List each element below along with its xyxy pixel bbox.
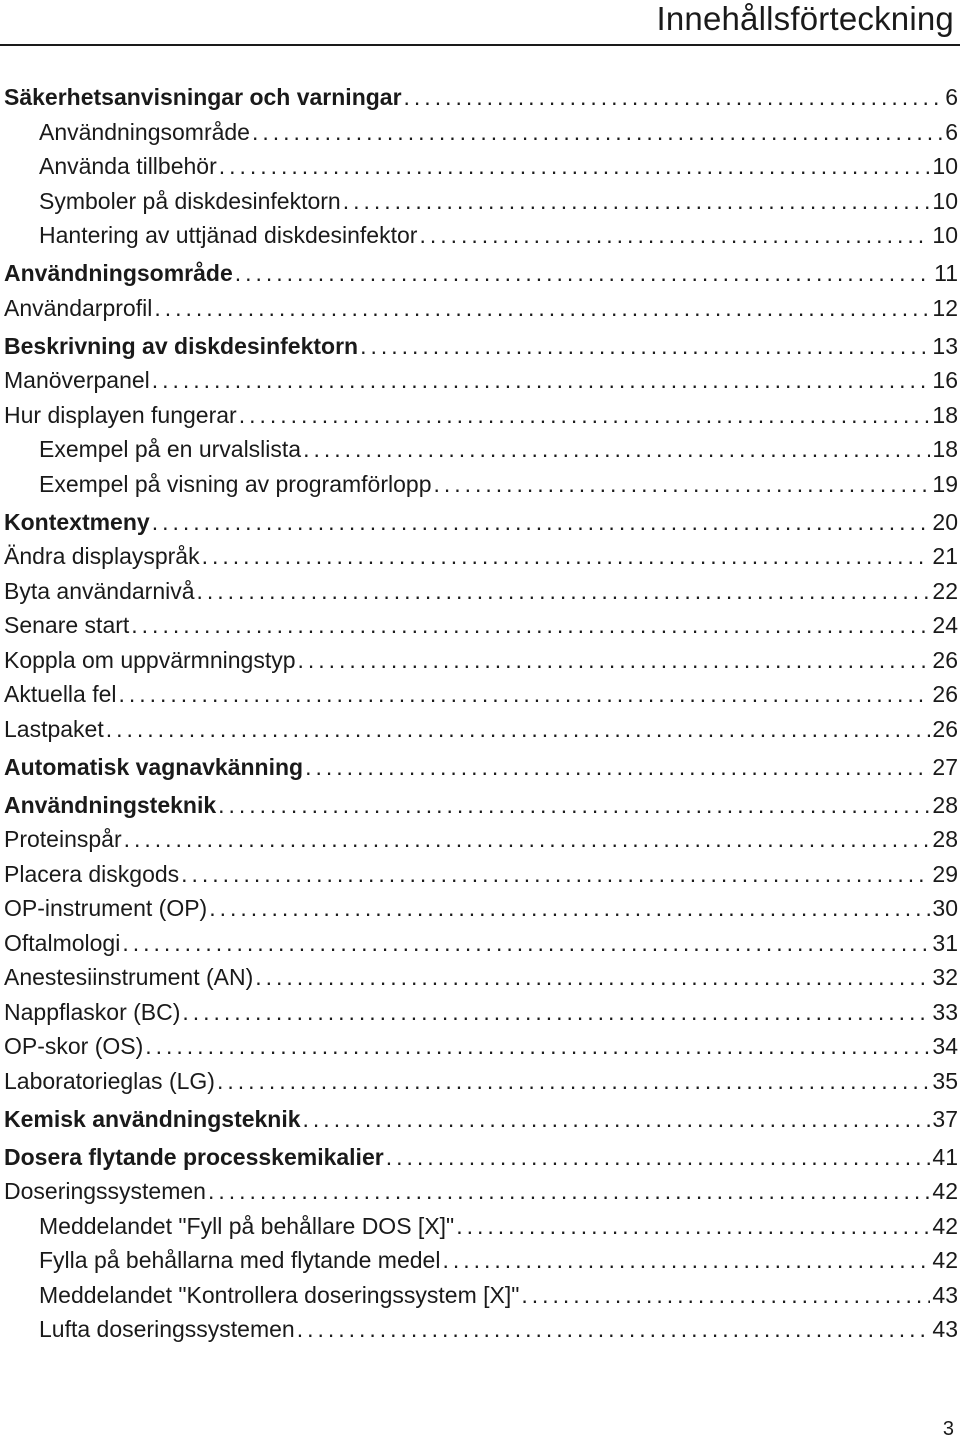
toc-entry[interactable] — [4, 712, 958, 747]
toc-entry-page: 37 — [932, 1105, 958, 1132]
toc-entry[interactable] — [4, 291, 958, 326]
toc-dot-leader — [386, 1140, 931, 1174]
toc-dot-leader — [131, 608, 930, 642]
toc-dot-leader — [442, 1243, 930, 1277]
toc-entry-label: OP-skor (OS) — [4, 1033, 144, 1059]
toc-entry-page: 34 — [932, 1033, 958, 1059]
toc-entry-label: Exempel på en urvalslista — [39, 436, 302, 462]
toc-entry-label: Senare start — [4, 612, 130, 638]
toc-entry-page: 24 — [932, 612, 958, 638]
toc-entry-page: 20 — [932, 508, 958, 535]
toc-entry[interactable] — [4, 329, 958, 364]
toc-entry[interactable] — [4, 1209, 958, 1244]
toc-entry-page: 12 — [932, 294, 958, 321]
page-number: 3 — [942, 1418, 954, 1440]
toc-entry-label: Doseringssystemen — [4, 1178, 206, 1204]
toc-entry[interactable] — [4, 1140, 958, 1175]
toc-entry-page: 26 — [932, 646, 958, 673]
toc-dot-leader — [119, 677, 931, 711]
toc-dot-leader — [404, 80, 944, 114]
toc-dot-leader — [252, 115, 943, 149]
toc-entry[interactable] — [4, 1278, 958, 1313]
toc-entry-page: 21 — [932, 543, 958, 569]
toc-entry[interactable] — [4, 1029, 958, 1064]
toc-entry-page: 35 — [932, 1067, 958, 1094]
toc-dot-leader — [255, 960, 930, 994]
toc-dot-leader — [303, 432, 930, 466]
toc-entry-label: Hantering av uttjänad diskdesinfektor — [39, 222, 418, 248]
toc-entry[interactable] — [4, 608, 958, 643]
toc-entry-label: Meddelandet "Fyll på behållare DOS [X]" — [39, 1212, 455, 1239]
toc-entry-label: Användningsområde — [39, 118, 250, 145]
toc-entry-label: Byta användarnivå — [4, 577, 195, 604]
toc-dot-leader — [208, 1174, 930, 1208]
toc-entry[interactable] — [4, 398, 958, 433]
page-title: Innehållsförteckning — [656, 0, 954, 37]
toc-entry-page: 27 — [932, 753, 958, 780]
toc-entry[interactable] — [4, 467, 958, 502]
toc-entry-label: Laboratorieglas (LG) — [4, 1067, 215, 1094]
toc-entry-page: 10 — [932, 187, 958, 214]
toc-dot-leader — [343, 184, 931, 218]
toc-entry-page: 19 — [932, 470, 958, 497]
toc-entry[interactable] — [4, 1064, 958, 1099]
toc-dot-leader — [197, 574, 931, 608]
toc-entry-label: Kontextmeny — [4, 508, 150, 535]
toc-entry-page: 13 — [932, 332, 958, 359]
toc-entry[interactable] — [4, 750, 958, 785]
toc-entry[interactable] — [4, 505, 958, 540]
toc-entry-label: Användarprofil — [4, 294, 153, 321]
toc-entry[interactable] — [4, 218, 958, 253]
table-of-contents — [4, 80, 958, 1347]
toc-entry-page: 16 — [932, 367, 958, 393]
toc-entry-label: Exempel på visning av programförlopp — [39, 470, 432, 497]
toc-entry-page: 28 — [932, 826, 958, 852]
toc-entry-label: Meddelandet "Kontrollera doseringssystem [X]" — [39, 1281, 520, 1308]
toc-entry[interactable] — [4, 926, 958, 961]
toc-entry-label: Lastpaket — [4, 715, 104, 742]
toc-dot-leader — [219, 149, 931, 183]
toc-entry[interactable] — [4, 115, 958, 150]
toc-dot-leader — [235, 256, 932, 290]
toc-dot-leader — [154, 291, 930, 325]
toc-entry[interactable] — [4, 363, 958, 398]
toc-entry-page: 33 — [932, 998, 958, 1025]
toc-entry-label: Lufta doseringssystemen — [39, 1316, 295, 1342]
toc-entry-page: 41 — [932, 1143, 958, 1170]
toc-entry[interactable] — [4, 184, 958, 219]
toc-entry-page: 31 — [932, 929, 958, 956]
toc-entry-label: Hur displayen fungerar — [4, 401, 237, 428]
toc-entry-label: Anestesiinstrument (AN) — [4, 964, 254, 990]
toc-entry[interactable] — [4, 857, 958, 892]
toc-dot-leader — [182, 995, 930, 1029]
toc-dot-leader — [217, 1064, 930, 1098]
toc-entry[interactable] — [4, 1174, 958, 1209]
toc-entry-label: Aktuella fel — [4, 681, 117, 707]
toc-entry[interactable] — [4, 1312, 958, 1347]
title-divider — [0, 44, 960, 46]
toc-entry-page: 10 — [932, 153, 958, 179]
toc-entry[interactable] — [4, 1243, 958, 1278]
toc-entry-label: Kemisk användningsteknik — [4, 1105, 301, 1132]
toc-entry[interactable] — [4, 643, 958, 678]
toc-entry-page: 42 — [932, 1212, 958, 1239]
toc-dot-leader — [305, 750, 930, 784]
toc-entry[interactable] — [4, 1102, 958, 1137]
toc-entry[interactable] — [4, 80, 958, 115]
toc-entry-label: Placera diskgods — [4, 860, 180, 887]
toc-dot-leader — [298, 643, 931, 677]
toc-entry[interactable] — [4, 574, 958, 609]
toc-dot-leader — [209, 891, 930, 925]
toc-entry[interactable] — [4, 149, 958, 184]
toc-dot-leader — [122, 926, 930, 960]
toc-entry-page: 32 — [932, 964, 958, 990]
toc-entry-page: 6 — [945, 118, 958, 145]
toc-entry-label: Symboler på diskdesinfektorn — [39, 187, 341, 214]
toc-dot-leader — [521, 1278, 930, 1312]
toc-entry[interactable] — [4, 677, 958, 712]
toc-dot-leader — [239, 398, 931, 432]
toc-entry-page: 43 — [932, 1281, 958, 1308]
toc-dot-leader — [106, 712, 931, 746]
toc-entry-label: Användningsteknik — [4, 791, 217, 818]
toc-entry-page: 29 — [932, 860, 958, 887]
toc-entry-label: Manöverpanel — [4, 367, 150, 393]
toc-entry-label: Användningsområde — [4, 260, 233, 286]
toc-entry-page: 10 — [932, 222, 958, 248]
toc-entry-page: 43 — [932, 1316, 958, 1342]
toc-dot-leader — [152, 363, 931, 397]
toc-entry-label: OP-instrument (OP) — [4, 895, 208, 921]
toc-dot-leader — [297, 1312, 931, 1346]
toc-entry[interactable] — [4, 891, 958, 926]
toc-entry[interactable] — [4, 256, 958, 291]
toc-entry[interactable] — [4, 788, 958, 823]
toc-entry[interactable] — [4, 822, 958, 857]
toc-entry-label: Beskrivning av diskdesinfektorn — [4, 332, 359, 359]
toc-dot-leader — [303, 1102, 931, 1136]
toc-entry-label: Proteinspår — [4, 826, 122, 852]
toc-entry-page: 30 — [932, 895, 958, 921]
toc-dot-leader — [456, 1209, 930, 1243]
toc-entry-label: Ändra displayspråk — [4, 543, 200, 569]
toc-entry-page: 26 — [932, 715, 958, 742]
toc-dot-leader — [419, 218, 930, 252]
toc-dot-leader — [433, 467, 930, 501]
toc-entry-label: Använda tillbehör — [39, 153, 217, 179]
toc-dot-leader — [202, 539, 931, 573]
toc-dot-leader — [181, 857, 930, 891]
toc-entry-label: Koppla om uppvärmningstyp — [4, 646, 296, 673]
toc-entry-page: 11 — [934, 260, 958, 286]
toc-dot-leader — [360, 329, 930, 363]
toc-entry-label: Fylla på behållarna med flytande medel — [39, 1247, 441, 1273]
toc-entry-page: 6 — [945, 84, 958, 110]
toc-entry-page: 18 — [932, 401, 958, 428]
toc-entry[interactable] — [4, 960, 958, 995]
toc-dot-leader — [145, 1029, 930, 1063]
toc-entry-page: 42 — [932, 1247, 958, 1273]
toc-entry-page: 42 — [932, 1178, 958, 1204]
toc-entry[interactable] — [4, 995, 958, 1030]
toc-dot-leader — [124, 822, 931, 856]
toc-entry-label: Dosera flytande processkemikalier — [4, 1143, 384, 1170]
toc-entry-page: 22 — [932, 577, 958, 604]
toc-entry-page: 28 — [932, 791, 958, 818]
toc-dot-leader — [152, 505, 931, 539]
toc-entry[interactable] — [4, 432, 958, 467]
toc-entry-label: Nappflaskor (BC) — [4, 998, 181, 1025]
toc-entry-label: Oftalmologi — [4, 929, 121, 956]
toc-dot-leader — [218, 788, 930, 822]
toc-entry-page: 18 — [932, 436, 958, 462]
toc-entry-label: Säkerhetsanvisningar och varningar — [4, 84, 402, 110]
toc-entry[interactable] — [4, 539, 958, 574]
toc-entry-label: Automatisk vagnavkänning — [4, 753, 304, 780]
toc-entry-page: 26 — [932, 681, 958, 707]
